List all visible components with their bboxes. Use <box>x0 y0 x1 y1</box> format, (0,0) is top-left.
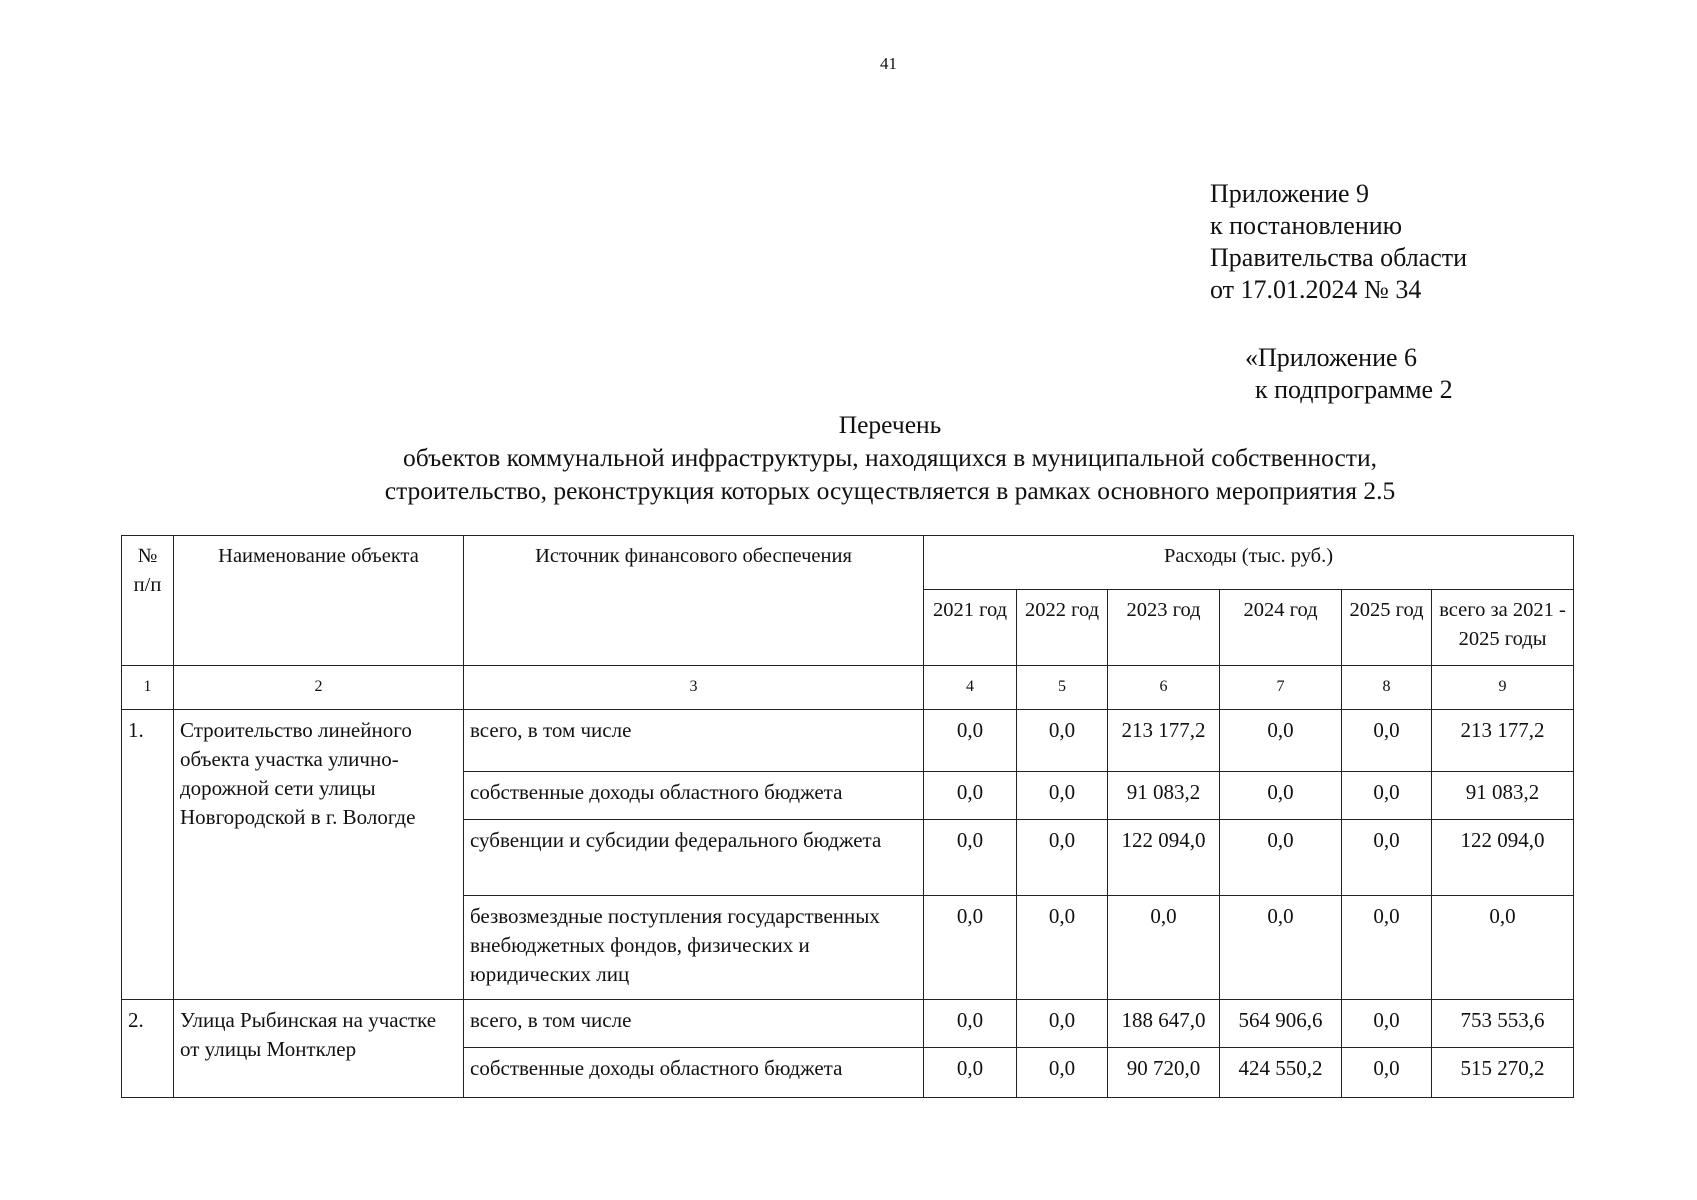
value-2023: 122 094,0 <box>1108 820 1220 896</box>
value-2022: 0,0 <box>1017 772 1108 820</box>
header-year-2022: 2022 год <box>1017 590 1108 666</box>
value-2022: 0,0 <box>1017 896 1108 1000</box>
table-row <box>122 710 1574 772</box>
header-year-2021: 2021 год <box>924 590 1017 666</box>
column-number: 8 <box>1342 666 1432 710</box>
object-name: Строительство линейного объекта участка улично-дорожной сети улицы Новгородской в г. Вологде <box>174 710 464 1000</box>
value-2025: 0,0 <box>1342 1000 1432 1048</box>
value-2021: 0,0 <box>924 772 1017 820</box>
value-2023: 213 177,2 <box>1108 710 1220 772</box>
value-2024: 0,0 <box>1220 896 1342 1000</box>
value-2025: 0,0 <box>1342 1048 1432 1098</box>
expenses-table <box>121 535 1574 1098</box>
value-2022: 0,0 <box>1017 820 1108 896</box>
value-total: 0,0 <box>1432 896 1574 1000</box>
value-total: 515 270,2 <box>1432 1048 1574 1098</box>
table-row <box>122 1000 1574 1048</box>
value-2025: 0,0 <box>1342 710 1432 772</box>
value-2021: 0,0 <box>924 820 1017 896</box>
column-number: 7 <box>1220 666 1342 710</box>
column-number: 3 <box>464 666 924 710</box>
value-2021: 0,0 <box>924 710 1017 772</box>
value-total: 122 094,0 <box>1432 820 1574 896</box>
value-2021: 0,0 <box>924 1000 1017 1048</box>
sub-attachment-line: к подпрограмме 2 <box>1255 375 1453 404</box>
attachment-header <box>1210 178 1467 306</box>
value-2023: 90 720,0 <box>1108 1048 1220 1098</box>
header-year-2023: 2023 год <box>1108 590 1220 666</box>
header-year-2025: 2025 год <box>1342 590 1432 666</box>
value-2025: 0,0 <box>1342 820 1432 896</box>
value-2025: 0,0 <box>1342 896 1432 1000</box>
header-expenses: Расходы (тыс. руб.) <box>924 536 1574 590</box>
value-2021: 0,0 <box>924 896 1017 1000</box>
funding-source: собственные доходы областного бюджета <box>464 772 924 820</box>
attachment-line: к постановлению <box>1210 211 1403 240</box>
title-line: Перечень <box>838 410 942 439</box>
document-title <box>300 408 1480 507</box>
title-line: объектов коммунальной инфраструктуры, находящихся в муниципальной собственности, <box>403 443 1377 472</box>
column-number: 1 <box>122 666 174 710</box>
header-year-2024: 2024 год <box>1220 590 1342 666</box>
value-2021: 0,0 <box>924 1048 1017 1098</box>
value-total: 91 083,2 <box>1432 772 1574 820</box>
object-number: 1. <box>122 710 174 1000</box>
value-2024: 0,0 <box>1220 820 1342 896</box>
value-2024: 424 550,2 <box>1220 1048 1342 1098</box>
attachment-line: от 17.01.2024 № 34 <box>1210 275 1422 304</box>
header-total: всего за 2021 - 2025 годы <box>1432 590 1574 666</box>
funding-source: безвозмездные поступления государственных внебюджетных фондов, физических и юридических лиц <box>464 896 924 1000</box>
attachment-line: Приложение 9 <box>1210 179 1370 208</box>
title-line: строительство, реконструкция которых осуществляется в рамках основного мероприятия 2.5 <box>384 476 1396 505</box>
value-total: 213 177,2 <box>1432 710 1574 772</box>
column-number: 4 <box>924 666 1017 710</box>
header-source: Источник финансового обеспечения <box>464 536 924 666</box>
column-number: 2 <box>174 666 464 710</box>
funding-source: субвенции и субсидии федерального бюджета <box>464 820 924 896</box>
object-name: Улица Рыбинская на участке от улицы Монтклер <box>174 1000 464 1098</box>
header-num: № п/п <box>122 536 174 666</box>
header-name: Наименование объекта <box>174 536 464 666</box>
value-2024: 0,0 <box>1220 772 1342 820</box>
column-number: 5 <box>1017 666 1108 710</box>
value-2023: 188 647,0 <box>1108 1000 1220 1048</box>
column-number: 6 <box>1108 666 1220 710</box>
attachment-line: Правительства области <box>1210 243 1468 272</box>
sub-attachment-line: «Приложение 6 <box>1245 343 1418 372</box>
value-2022: 0,0 <box>1017 1048 1108 1098</box>
value-2025: 0,0 <box>1342 772 1432 820</box>
value-2023: 0,0 <box>1108 896 1220 1000</box>
sub-attachment-header <box>1245 342 1453 406</box>
value-2022: 0,0 <box>1017 710 1108 772</box>
value-2024: 564 906,6 <box>1220 1000 1342 1048</box>
object-number: 2. <box>122 1000 174 1098</box>
page-number: 41 <box>880 54 897 73</box>
value-2022: 0,0 <box>1017 1000 1108 1048</box>
value-2023: 91 083,2 <box>1108 772 1220 820</box>
value-2024: 0,0 <box>1220 710 1342 772</box>
funding-source: всего, в том числе <box>464 1000 924 1048</box>
funding-source: собственные доходы областного бюджета <box>464 1048 924 1098</box>
funding-source: всего, в том числе <box>464 710 924 772</box>
value-total: 753 553,6 <box>1432 1000 1574 1048</box>
column-number: 9 <box>1432 666 1574 710</box>
